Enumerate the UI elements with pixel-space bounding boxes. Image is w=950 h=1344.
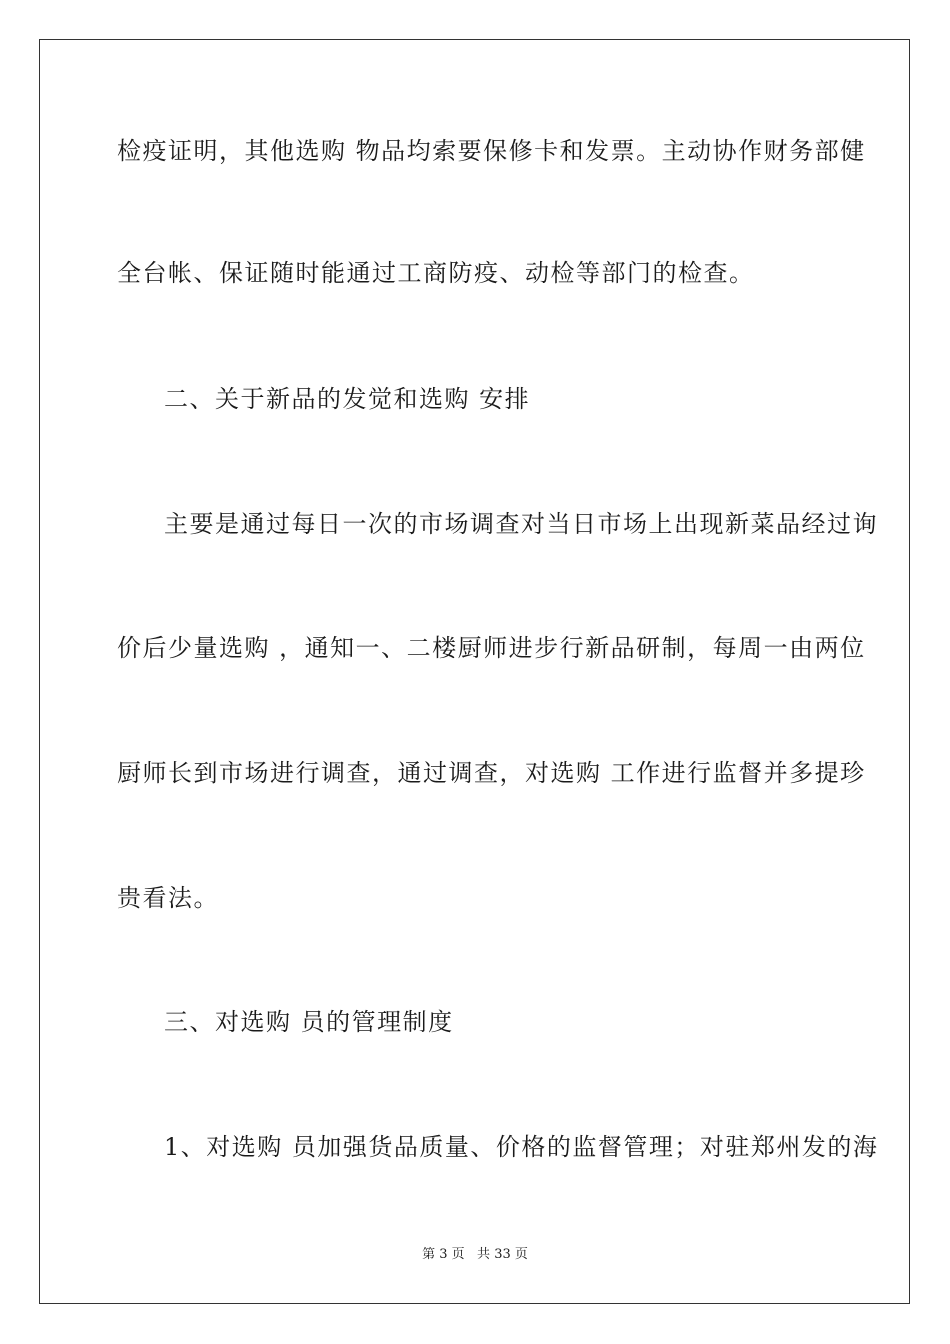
paragraph-line-7: 贵看法。: [117, 884, 219, 912]
paragraph-line-5: 价后少量选购 ，通知一、二楼厨师进步行新品研制，每周一由两位: [117, 634, 866, 662]
page-number-footer: 第 3 页 共 33 页: [422, 1247, 528, 1262]
page-border: [39, 39, 910, 1304]
section-heading-3: 三、对选购 员的管理制度: [164, 1008, 454, 1036]
paragraph-line-4: 主要是通过每日一次的市场调查对当日市场上出现新菜品经过询: [164, 510, 878, 538]
paragraph-line-1: 检疫证明，其他选购 物品均索要保修卡和发票。主动协作财务部健: [117, 137, 866, 165]
paragraph-line-2: 全台帐、保证随时能通过工商防疫、动检等部门的检查。: [117, 259, 755, 287]
paragraph-line-6: 厨师长到市场进行调查，通过调查，对选购 工作进行监督并多提珍: [117, 759, 866, 787]
paragraph-line-9: 1、对选购 员加强货品质量、价格的监督管理；对驻郑州发的海: [164, 1133, 879, 1161]
section-heading-2: 二、关于新品的发觉和选购 安排: [164, 385, 531, 413]
